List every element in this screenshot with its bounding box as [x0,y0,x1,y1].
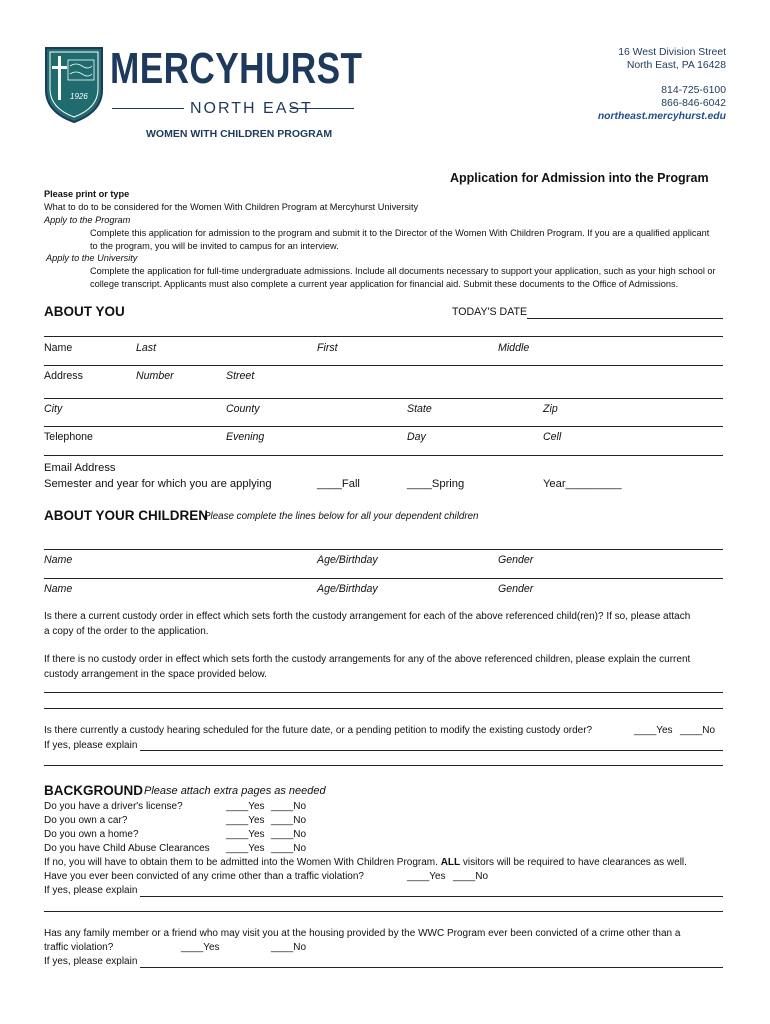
q-home-no[interactable]: ____No [271,829,307,840]
city-line[interactable] [44,398,723,399]
semester-label: Semester and year for which you are applying [44,478,272,490]
campus-rule-right [290,108,354,109]
logo [44,46,364,126]
family-if-yes: If yes, please explain [44,956,138,967]
q-home-yes[interactable]: ____Yes [226,829,265,840]
apply-program-text-2: to the program, you will be invited to campus for an interview. [90,241,339,251]
child-2-line[interactable] [44,578,723,579]
child-2-name-label: Name [44,583,73,595]
zip-label: Zip [543,403,558,415]
program-name: WOMEN WITH CHILDREN PROGRAM [146,128,333,140]
q-license-yes[interactable]: ____Yes [226,801,265,812]
middle-label: Middle [498,342,530,354]
website-link[interactable]: northeast.mercyhurst.edu [597,111,726,122]
child-2-age-label: Age/Birthday [317,583,378,595]
q-convicted: Have you ever been convicted of any crime other than a traffic violation? [44,871,364,882]
address-line1: 16 West Division Street [618,47,726,58]
q-convicted-no[interactable]: ____No [453,871,489,882]
q-clearances-yes[interactable]: ____Yes [226,843,265,854]
campus-name: NORTH EAST [190,100,313,117]
telephone-line[interactable] [44,426,723,427]
custody-q1-line2: a copy of the order to the application. [44,626,209,637]
cell-label: Cell [543,431,562,443]
custody-q1-line1: Is there a current custody order in effect which sets forth the custody arrangement for each of the above referenced child(ren)? If so, please attach [44,611,691,622]
q-family-yes[interactable]: ____Yes [181,942,220,953]
child-1-line[interactable] [44,549,723,550]
custody-explain-line-1[interactable] [44,692,723,693]
fall-option[interactable]: ____Fall [317,478,360,490]
number-label: Number [136,370,174,382]
day-label: Day [407,431,426,443]
apply-university-text-2: college transcript. Applicants must also complete a current year application for financial aid. Submit these documents to the Office of Admissions. [90,279,679,289]
q-family-no[interactable]: ____No [271,942,307,953]
convicted-explain-line-1[interactable] [140,896,723,897]
q-car: Do you own a car? [44,815,128,826]
hearing-yes[interactable]: ____Yes [634,725,673,736]
clearance-note [44,857,687,868]
evening-label: Evening [226,431,265,443]
address-line2: North East, PA 16428 [626,60,726,71]
about-children-subheading: Please complete the lines below for all your dependent children [204,511,479,522]
q-car-yes[interactable]: ____Yes [226,815,265,826]
apply-program-label: Apply to the Program [44,215,131,225]
hearing-if-yes: If yes, please explain [44,740,138,751]
form-title: Application for Admission into the Program [450,171,709,185]
last-label: Last [136,342,157,354]
shield-icon [44,46,104,124]
clearance-note-a: If no, you will have to obtain them to be admitted into the Women With Children Program. [44,857,438,868]
q-license: Do you have a driver's license? [44,801,183,812]
custody-explain-line-2[interactable] [44,708,723,709]
background-heading: BACKGROUND [44,783,143,798]
todays-date-label: TODAY'S DATE [452,306,528,318]
year-field[interactable]: Year_________ [543,478,622,490]
q-license-no[interactable]: ____No [271,801,307,812]
custody-q2-line1: If there is no custody order in effect which sets forth the custody arrangements for any of the above referenced children, please explain the current [44,654,691,665]
apply-university-text-1: Complete the application for full-time undergraduate admissions. Include all documents necessary to support your application, such as your high school or [90,266,716,276]
q-car-no[interactable]: ____No [271,815,307,826]
school-name: MERCYHURST [110,44,363,93]
county-label: County [226,403,260,415]
hearing-explain-line-1[interactable] [140,750,723,751]
email-label: Email Address [44,462,116,474]
custody-q2-line2: custody arrangement in the space provided below. [44,669,267,680]
q-family-line2: traffic violation? [44,942,114,953]
seal-year: 1926 [70,92,88,101]
first-label: First [317,342,338,354]
family-explain-line-1[interactable] [140,967,723,968]
hearing-question: Is there currently a custody hearing scheduled for the future date, or a pending petition to modify the existing custody order? [44,725,593,736]
clearance-note-b: visitors will be required to have clearances as well. [462,857,687,868]
child-1-gender-label: Gender [498,554,534,566]
convicted-explain-line-2[interactable] [44,911,723,912]
phone-2: 866-846-6042 [661,98,726,109]
q-home: Do you own a home? [44,829,139,840]
background-subheading: Please attach extra pages as needed [144,785,326,797]
address-label: Address [44,370,83,382]
address-line[interactable] [44,365,723,366]
what-to-do: What to do to be considered for the Women With Children Program at Mercyhurst University [44,202,419,212]
q-clearances-no[interactable]: ____No [271,843,307,854]
q-convicted-yes[interactable]: ____Yes [407,871,446,882]
campus-rule-left [112,108,184,109]
street-label: Street [226,370,255,382]
about-children-heading: ABOUT YOUR CHILDREN [44,508,209,523]
telephone-label: Telephone [44,431,93,443]
city-label: City [44,403,63,415]
apply-program-text-1: Complete this application for admission to the program and submit it to the Director of the Women With Children Program. If you are a qualified applicant [90,228,710,238]
email-line[interactable] [44,455,723,456]
about-you-heading: ABOUT YOU [44,304,125,319]
convicted-if-yes: If yes, please explain [44,885,138,896]
hearing-no[interactable]: ____No [680,725,716,736]
print-note: Please print or type [44,189,130,199]
contact-block [598,46,726,123]
child-1-age-label: Age/Birthday [317,554,378,566]
child-1-name-label: Name [44,554,73,566]
q-clearances: Do you have Child Abuse Clearances [44,843,210,854]
clearance-note-all: ALL [440,857,461,868]
name-label: Name [44,342,73,354]
child-2-gender-label: Gender [498,583,534,595]
spring-option[interactable]: ____Spring [407,478,465,490]
phone-1: 814-725-6100 [661,85,726,96]
apply-university-label: Apply to the University [46,253,138,263]
name-line[interactable] [44,336,723,337]
hearing-explain-line-2[interactable] [44,765,723,766]
state-label: State [407,403,432,415]
q-family-line1: Has any family member or a friend who may visit you at the housing provided by the WWC Program ever been convicted of a crime other than a [44,928,681,939]
todays-date-line[interactable] [527,318,723,319]
